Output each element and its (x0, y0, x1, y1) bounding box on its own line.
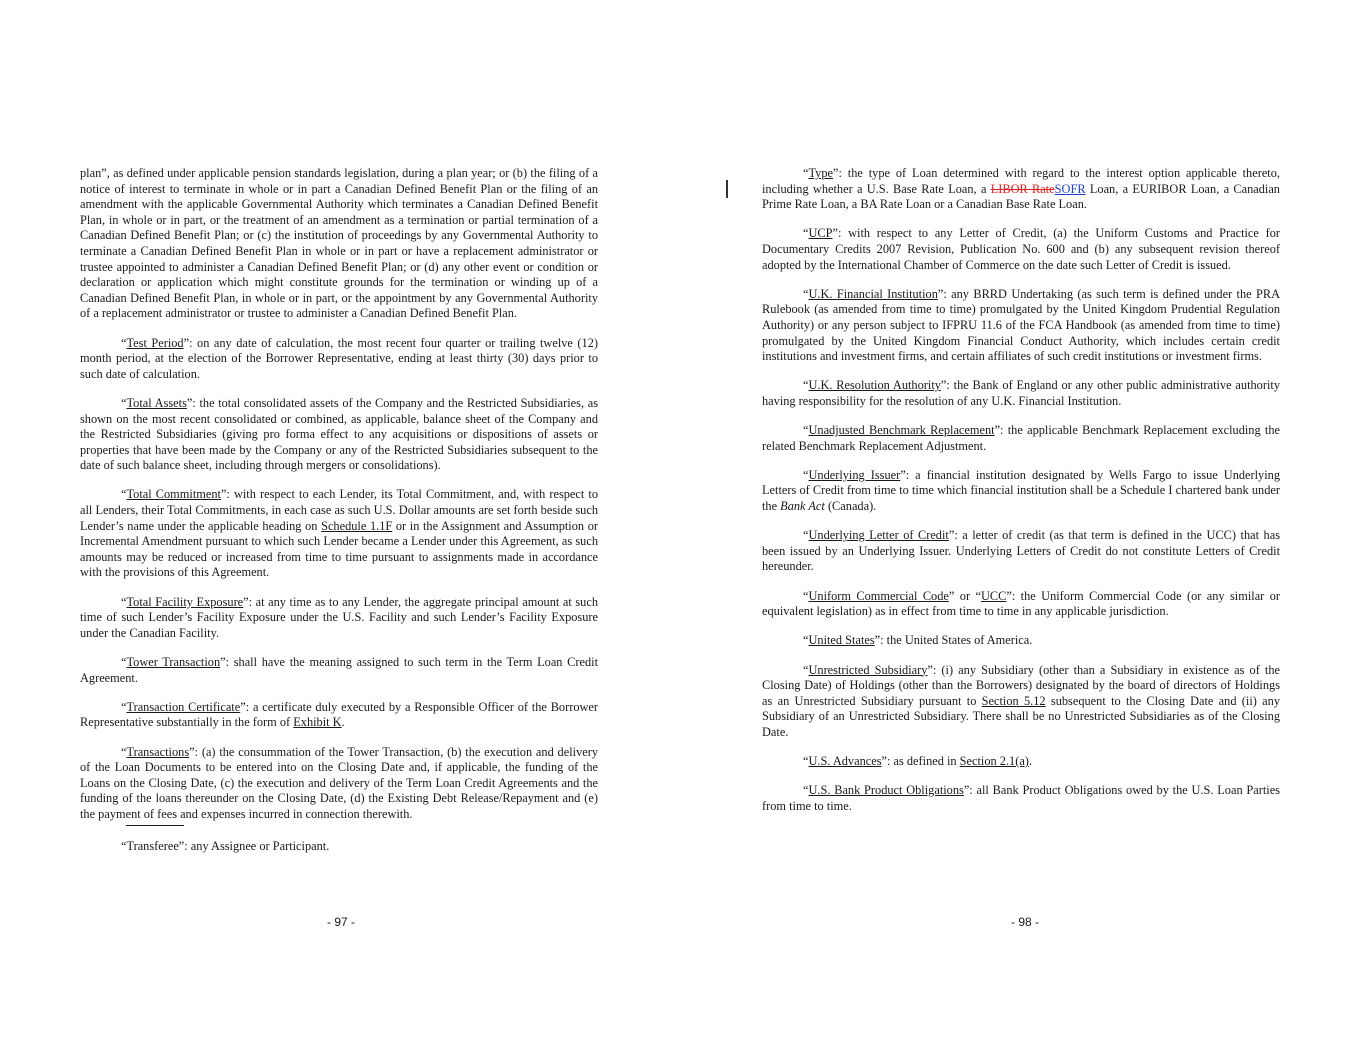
term-total-commitment: Total Commitment (126, 487, 221, 502)
ref-section-5-12: Section 5.12 (981, 693, 1046, 708)
term-uk-financial-institution: U.K. Financial Institution (808, 286, 938, 301)
term-tower-transaction: Tower Transaction (126, 655, 221, 669)
left-page (80, 166, 598, 868)
definition-transferee: “Transferee”: any Assignee or Participant. (121, 839, 330, 854)
inserted-text-sofr: SOFR (1054, 181, 1086, 196)
term-total-facility-exposure: Total Facility Exposure (126, 594, 244, 609)
definition-tower-transaction: “Tower Transaction”: shall have the meaning assigned to such term in the Term Loan Credit Agreement. (80, 655, 598, 685)
right-page (762, 166, 1280, 828)
definition-underlying-letter-of-credit: “Underlying Letter of Credit”: a letter of credit (as that term is defined in the UCC) that has been issued by an Underlying Issuer. Underlying Letters of Credit do not constitute Letters of Credit hereunder. (762, 528, 1280, 574)
term-unrestricted-subsidiary: Unrestricted Subsidiary (808, 662, 928, 677)
definition-uk-financial-institution: “U.K. Financial Institution”: any BRRD Undertaking (as such term is defined under the PRA Rulebook (as amended from time to time) promulgated by the United Kingdom Prudential Regulation Authority) or any person subject to IFPRU 11.6 of the FCA Handbook (as amended from time to time) promulgated by the United Kingdom Financial Conduct Authority, which includes certain credit institutions and investment firms, and certain affiliates of such credit institutions or investment firms. (762, 286, 1280, 364)
term-underlying-letter-of-credit: Underlying Letter of Credit (808, 528, 949, 543)
footnote-rule (126, 825, 184, 826)
term-test-period: Test Period (126, 335, 184, 350)
definition-us-advances: “U.S. Advances”: as defined in Section 2.1(a). (803, 754, 1033, 769)
definition-uk-resolution-authority: “U.K. Resolution Authority”: the Bank of England or any other public administrative authority having responsibility for the resolution of any U.K. Financial Institution. (762, 378, 1280, 408)
definition-transaction-certificate: “Transaction Certificate”: a certificate duly executed by a Responsible Officer of the Borrower Representative substantially in the form of Exhibit K. (80, 699, 598, 730)
definition-us-bank-product-obligations: “U.S. Bank Product Obligations”: all Bank Product Obligations owed by the U.S. Loan Parties from time to time. (762, 783, 1280, 813)
term-unadjusted-benchmark-replacement: Unadjusted Benchmark Replacement (808, 423, 995, 438)
term-transaction-certificate: Transaction Certificate (126, 699, 241, 714)
definition-underlying-issuer: “Underlying Issuer”: a financial institution designated by Wells Fargo to issue Underlying Letters of Credit from time to time which financial institution shall be a Schedule I chartered bank under the Bank Act (Canada). (762, 467, 1280, 514)
definition-unrestricted-subsidiary: “Unrestricted Subsidiary”: (i) any Subsidiary (other than a Subsidiary in existence as of the Closing Date) of Holdings (other than the Borrowers) designated by the board of directors of Holdings as an Unrestricted Subsidiary pursuant to Section 5.12 subsequent to the Closing Date and (ii) any Subsidiary of an Unrestricted Subsidiary. There shall be no Unrestricted Subsidiaries as of the Closing Date. (762, 662, 1280, 739)
definition-test-period: “Test Period”: on any date of calculation, the most recent four quarter or trailing twelve (12) month period, at the election of the Borrower Representative, ending at least thirty (30) days prior to such date of calculation. (80, 335, 598, 381)
term-uniform-commercial-code: Uniform Commercial Code (808, 588, 949, 603)
term-united-states: United States (808, 633, 875, 648)
definition-ucp: “UCP”: with respect to any Letter of Credit, (a) the Uniform Customs and Practice for Documentary Credits 2007 Revision, Publication No. 600 and (b) any subsequent revision thereof adopted by the International Chamber of Commerce on the date such Letter of Credit is issued. (762, 226, 1280, 272)
definition-transactions: “Transactions”: (a) the consummation of the Tower Transaction, (b) the execution and delivery of the Loan Documents to be entered into on the Closing Date and, if applicable, the funding of the Loans on the Closing Date, (c) the execution and delivery of the Term Loan Credit Agreements and the funding of the loans thereunder on the Closing Date, (d) the Existing Debt Release/Repayment and (e) the payment of fees and expenses incurred in connection therewith. (80, 744, 598, 821)
page-number-97: - 97 - (326, 915, 355, 929)
term-uk-resolution-authority: U.K. Resolution Authority (808, 378, 941, 393)
page-number-98: - 98 - (1010, 915, 1039, 929)
definition-plan-continuation: plan”, as defined under applicable pension standards legislation, during a plan year; or (b) the filing of a notice of interest to terminate in whole or in part a Canadian Defined Benefit Plan or the filing of an amendment with the applicable Governmental Authority which terminates a Canadian Defined Benefit Plan, in whole or in part, or the treatment of an amendment as a termination or partial termination of a Canadian Defined Benefit Plan; or (c) the institution of proceedings by any Governmental Authority to terminate a Canadian Defined Benefit Plan in whole or in part or have a replacement administrator or trustee appointed to administer a Canadian Defined Benefit Plan; or (d) any other event or condition or declaration or application which might constitute grounds for the termination or winding up of a Canadian Defined Benefit Plan, in whole or in part, or the appointment by any Governmental Authority of a replacement administrator or trustee to administer a Canadian Defined Benefit Plan. (80, 166, 598, 321)
deleted-text-libor-rate: LIBOR Rate (990, 181, 1055, 196)
term-transactions: Transactions (126, 744, 190, 759)
ref-exhibit-k: Exhibit K (293, 715, 342, 730)
term-total-assets: Total Assets (126, 395, 187, 410)
definition-united-states: “United States”: the United States of America. (803, 633, 1033, 648)
term-ucp: UCP (808, 226, 833, 241)
change-bar (726, 180, 728, 198)
definition-unadjusted-benchmark-replacement: “Unadjusted Benchmark Replacement”: the applicable Benchmark Replacement excluding the related Benchmark Replacement Adjustment. (762, 423, 1280, 453)
definition-type: “Type”: the type of Loan determined with regard to the interest option applicable thereto, including whether a U.S. Base Rate Loan, a LIBOR RateSOFR Loan, a EURIBOR Loan, a Canadian Prime Rate Loan, a BA Rate Loan or a Canadian Base Rate Loan. (762, 166, 1280, 212)
ref-section-2-1a: Section 2.1(a) (959, 754, 1029, 769)
definition-total-assets: “Total Assets”: the total consolidated assets of the Company and the Restricted Subsidiaries, as shown on the most recent consolidated or combined, as applicable, balance sheet of the Company and the Restricted Subsidiaries (giving pro forma effect to any acquisitions or dispositions of assets or properties that have been made by the Company or any of the Restricted Subsidiaries subsequent to the date of such balance sheet, including through mergers or consolidations). (80, 395, 598, 473)
term-us-bank-product-obligations: U.S. Bank Product Obligations (808, 783, 964, 798)
bank-act-title: Bank Act (780, 499, 825, 514)
definition-total-commitment: “Total Commitment”: with respect to each Lender, its Total Commitment, and, with respect to all Lenders, their Total Commitments, in each case as such U.S. Dollar amounts are set forth beside such Lender’s name under the applicable heading on Schedule 1.1F or in the Assignment and Assumption or Incremental Amendment pursuant to which such Lender became a Lender under this Agreement, as such amounts may be reduced or increased from time to time pursuant to assignments made in accordance with the provisions of this Agreement. (80, 487, 599, 580)
term-type: Type (808, 166, 833, 180)
definition-total-facility-exposure: “Total Facility Exposure”: at any time as to any Lender, the aggregate principal amount at such time of such Lender’s Facility Exposure under the U.S. Facility and such Lender’s Facility Exposure under the Canadian Facility. (80, 594, 598, 640)
ref-schedule-1-1f: Schedule 1.1F (321, 518, 393, 533)
definition-uniform-commercial-code: “Uniform Commercial Code” or “UCC”: the Uniform Commercial Code (or any similar or equivalent legislation) as in effect from time to time in any applicable jurisdiction. (762, 588, 1280, 619)
term-us-advances: U.S. Advances (808, 754, 882, 769)
term-underlying-issuer: Underlying Issuer (808, 467, 901, 482)
term-ucc: UCC (980, 588, 1007, 603)
